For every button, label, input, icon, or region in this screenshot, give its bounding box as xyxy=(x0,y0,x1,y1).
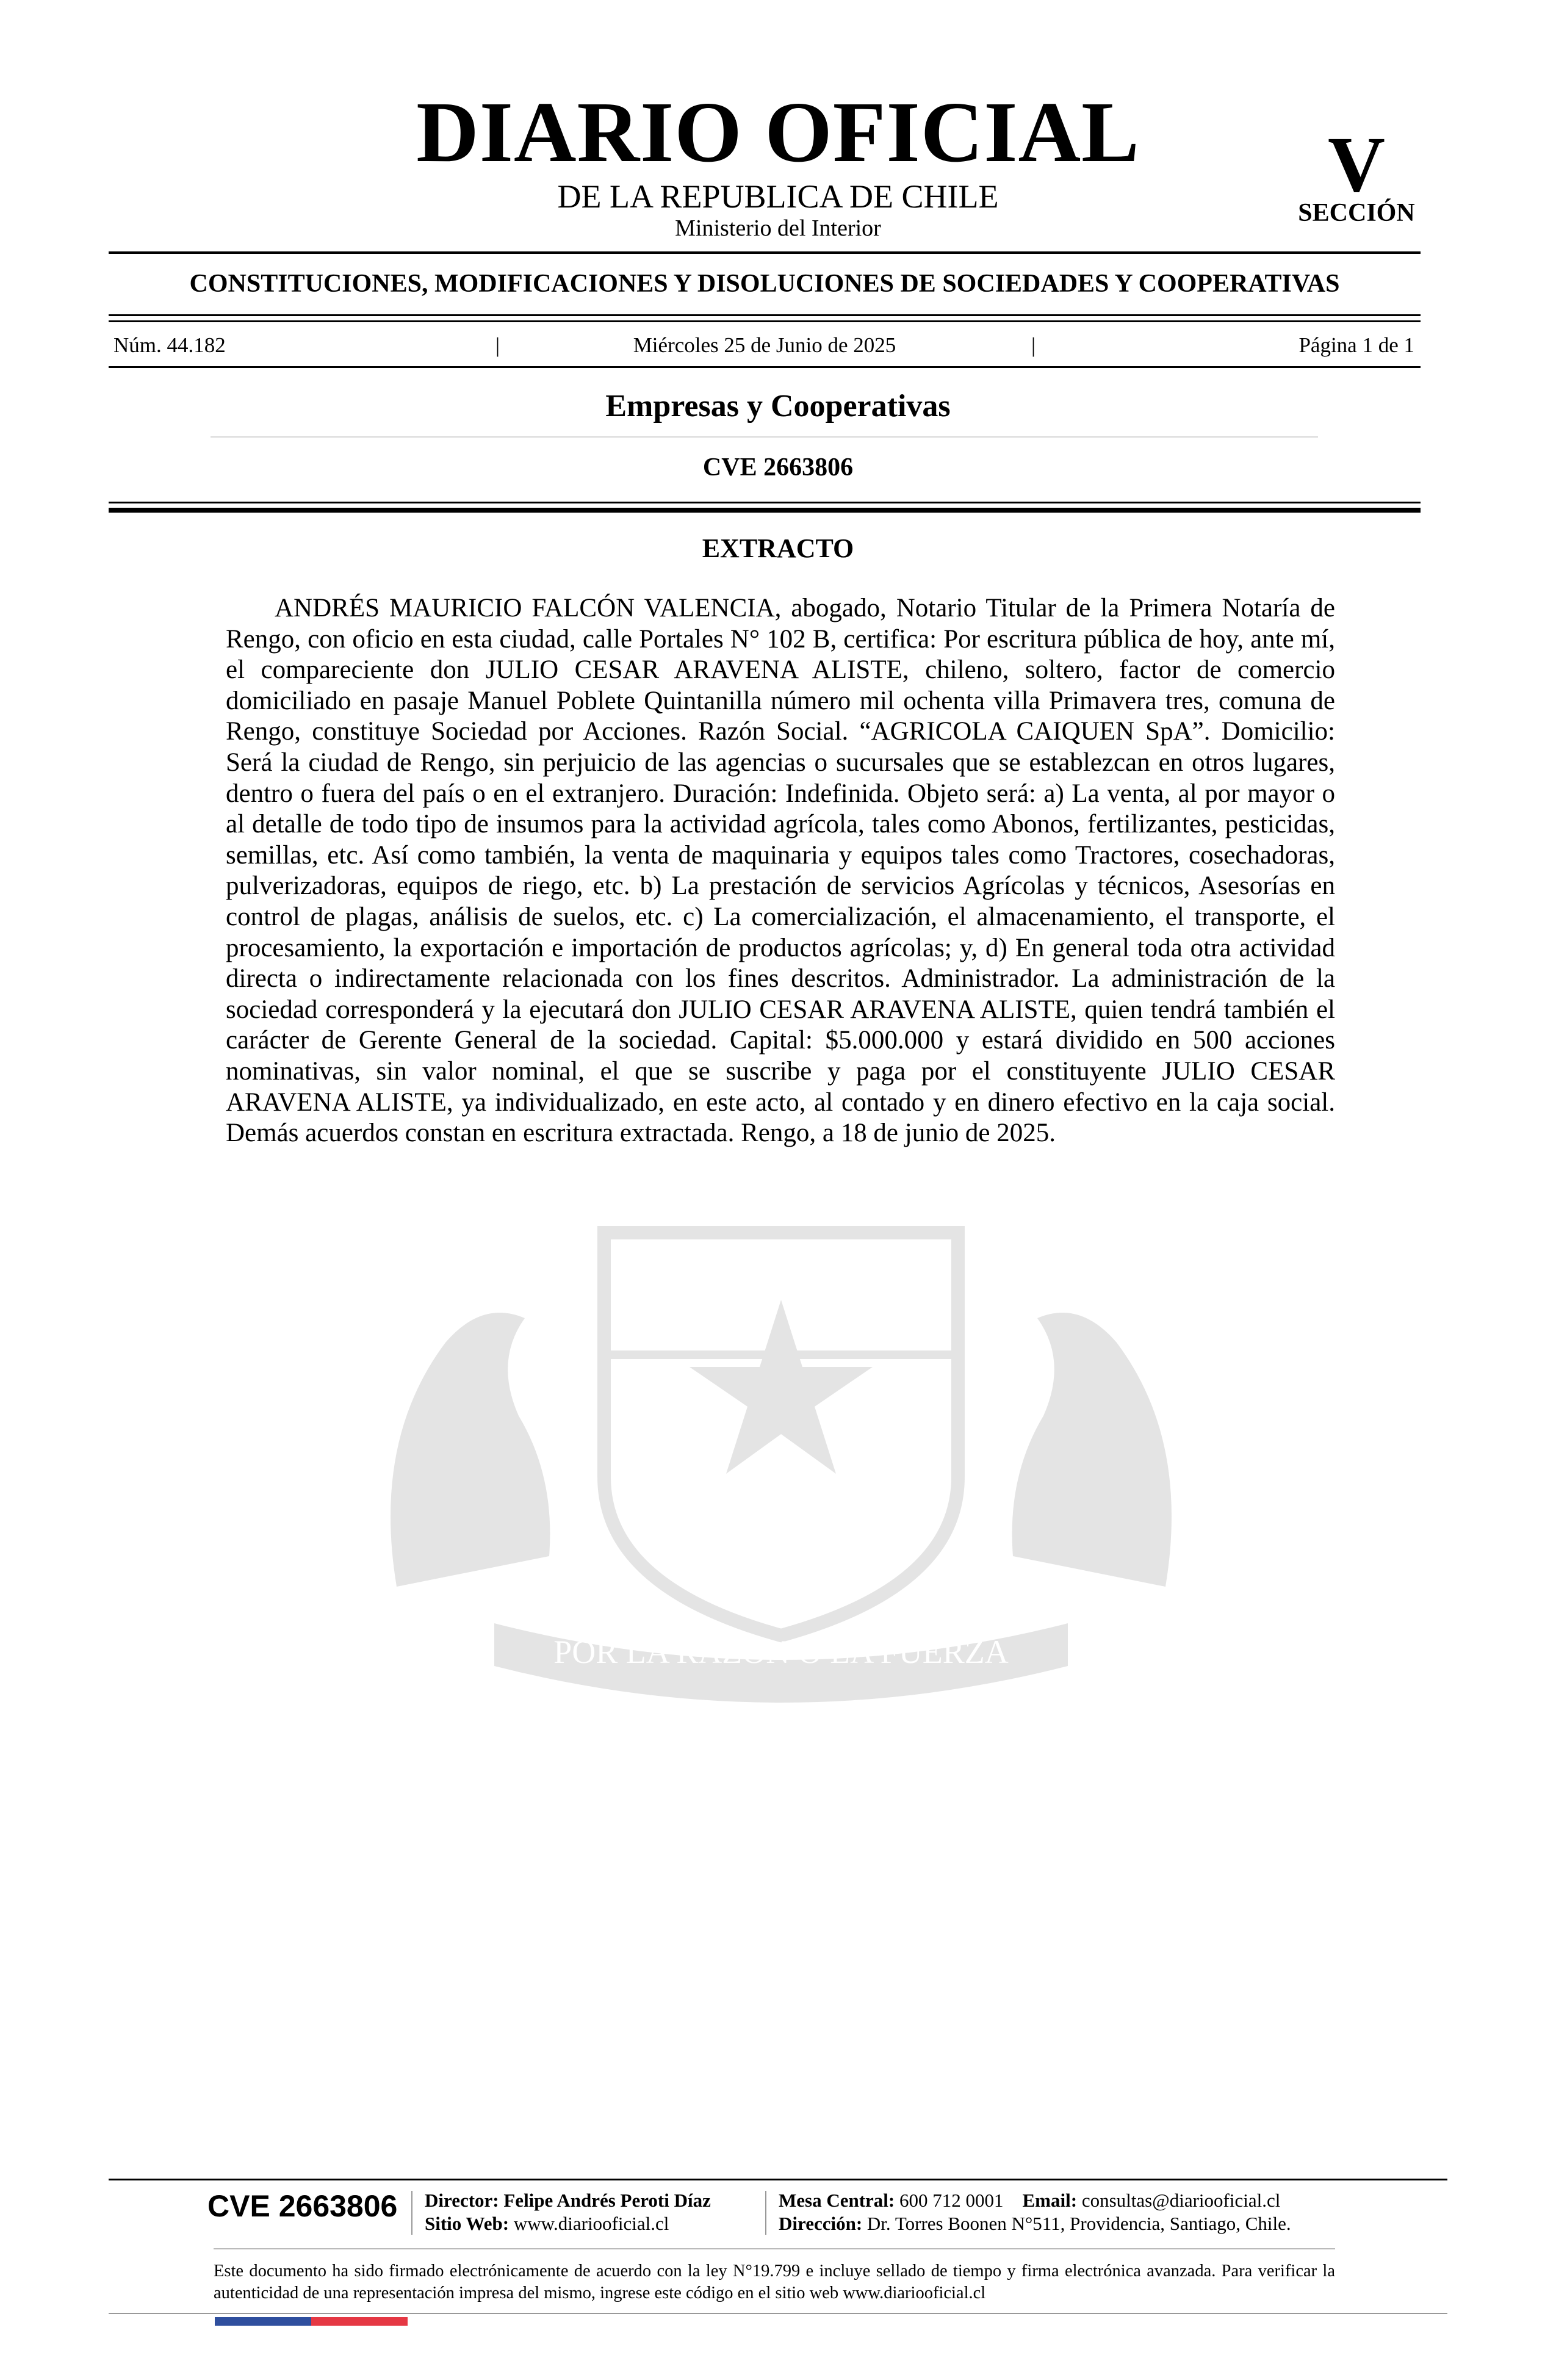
website-label: Sitio Web: xyxy=(425,2213,510,2234)
separator-left: | xyxy=(495,333,500,357)
cve-code: CVE 2663806 xyxy=(702,453,854,481)
footer-rule-mid xyxy=(214,2248,1335,2249)
email-label: Email: xyxy=(1022,2190,1078,2211)
masthead-subtitle: DE LA REPUBLICA DE CHILE xyxy=(557,178,999,215)
ministry-label: Ministerio del Interior xyxy=(675,215,881,241)
top-rule xyxy=(109,251,1421,254)
address-value: Dr. Torres Boonen N°511, Providencia, Santiago, Chile. xyxy=(866,2213,1291,2234)
footer-contact-block xyxy=(779,2189,1291,2235)
page-indicator: Página 1 de 1 xyxy=(1298,333,1414,357)
section-number: V xyxy=(1328,121,1385,209)
footer-address xyxy=(779,2212,1291,2235)
category-heading: Empresas y Cooperativas xyxy=(605,389,951,424)
issue-date: Miércoles 25 de Junio de 2025 xyxy=(633,333,896,357)
footer-disclaimer: Este documento ha sido firmado electrónicamente de acuerdo con la ley N°19.799 e incluye sellado de tiempo y firma electrónica avanzada. Para verificar la autenticidad de una representación impresa del mismo, ingrese este código en el sitio web www.diariooficial.cl xyxy=(214,2262,1335,2302)
issue-number: Núm. 44.182 xyxy=(113,333,226,357)
footer-director-block xyxy=(425,2189,711,2235)
address-label: Dirección: xyxy=(779,2213,863,2234)
footer-phone-email xyxy=(779,2189,1291,2212)
website-link[interactable]: www.diariooficial.cl xyxy=(513,2213,669,2234)
category-underline xyxy=(211,436,1318,438)
masthead-title: DIARIO OFICIAL xyxy=(416,84,1140,180)
banner-rule-lower xyxy=(109,320,1421,322)
footer-website xyxy=(425,2212,711,2235)
footer-divider-left xyxy=(411,2191,412,2235)
phone-label: Mesa Central: xyxy=(779,2190,895,2211)
section-banner: CONSTITUCIONES, MODIFICACIONES Y DISOLUCIONES DE SOCIEDADES Y COOPERATIVAS xyxy=(189,270,1340,298)
extract-body: ANDRÉS MAURICIO FALCÓN VALENCIA, abogado, Notario Titular de la Primera Notaría de Rengo, con oficio en esta ciudad, calle Portales N° 102 B, certifica: Por escritura pública de hoy, ante mí, el compareciente don JULIO CESAR ARAVENA ALISTE, chileno, soltero, factor de comercio domiciliado en pasaje Manuel Poblete Quintanilla número mil ochenta villa Primavera tres, comuna de Rengo, constituye Sociedad por Acciones. Razón Social. “AGRICOLA CAIQUEN SpA”. Domicilio: Será la ciudad de Rengo, sin perjuicio de las agencias o sucursales que se establezcan en otros lugares, dentro o fuera del país o en el extranjero. Duración: Indefinida. Objeto será: a) La venta, al por mayor o al detalle de todo tipo de insumos para la actividad agrícola, tales como Abonos, fertilizantes, pesticidas, semillas, etc. Así como también, la venta de maquinaria y equipos tales como Tractores, cosechadoras, pulverizadoras, equipos de riego, etc. b) La prestación de servicios Agrícolas y técnicos, Asesorías en control de plagas, análisis de suelos, etc. c) La comercialización, el almacenamiento, el transporte, el procesamiento, la exportación e importación de productos agrícolas; y, d) En general toda otra actividad directa o indirectamente relacionada con los fines descritos. Administrador. La administración de la sociedad corresponderá y la ejecutará don JULIO CESAR ARAVENA ALISTE, quien tendrá también el carácter de Gerente General de la sociedad. Capital: $5.000.000 y estará dividido en 500 acciones nominativas, sin valor nominal, el que se suscribe y paga por el constituyente JULIO CESAR ARAVENA ALISTE, ya individualizado, en este acto, al contado y en dinero efectivo en la caja social. Demás acuerdos constan en escritura extractada. Rengo, a 18 de junio de 2025. xyxy=(226,594,1335,1148)
phone-value: 600 712 0001 xyxy=(899,2190,1004,2211)
coat-of-arms-watermark xyxy=(262,1159,1300,1739)
section-label: SECCIÓN xyxy=(1298,199,1415,227)
info-rule xyxy=(109,366,1421,368)
separator-right: | xyxy=(1031,333,1036,357)
footer-director xyxy=(425,2189,711,2212)
watermark-motto: POR LA RAZON O LA FUERZA xyxy=(553,1634,1009,1670)
footer-cve-code: CVE 2663806 xyxy=(207,2189,398,2223)
footer-divider-right xyxy=(765,2191,766,2235)
email-link[interactable]: consultas@diariooficial.cl xyxy=(1081,2190,1281,2211)
extract-title: EXTRACTO xyxy=(702,533,854,563)
banner-rule-upper xyxy=(109,314,1421,316)
flag-stripe-red xyxy=(311,2317,408,2326)
footer-rule-top xyxy=(109,2179,1447,2180)
director-value: Felipe Andrés Peroti Díaz xyxy=(503,2190,711,2211)
coat-of-arms-icon xyxy=(262,1159,1300,1739)
flag-stripe-blue xyxy=(215,2317,311,2326)
cve-rule-thin xyxy=(109,502,1421,503)
director-label: Director: xyxy=(425,2190,499,2211)
footer-rule-bottom xyxy=(109,2313,1447,2314)
cve-rule-thick xyxy=(109,508,1421,513)
